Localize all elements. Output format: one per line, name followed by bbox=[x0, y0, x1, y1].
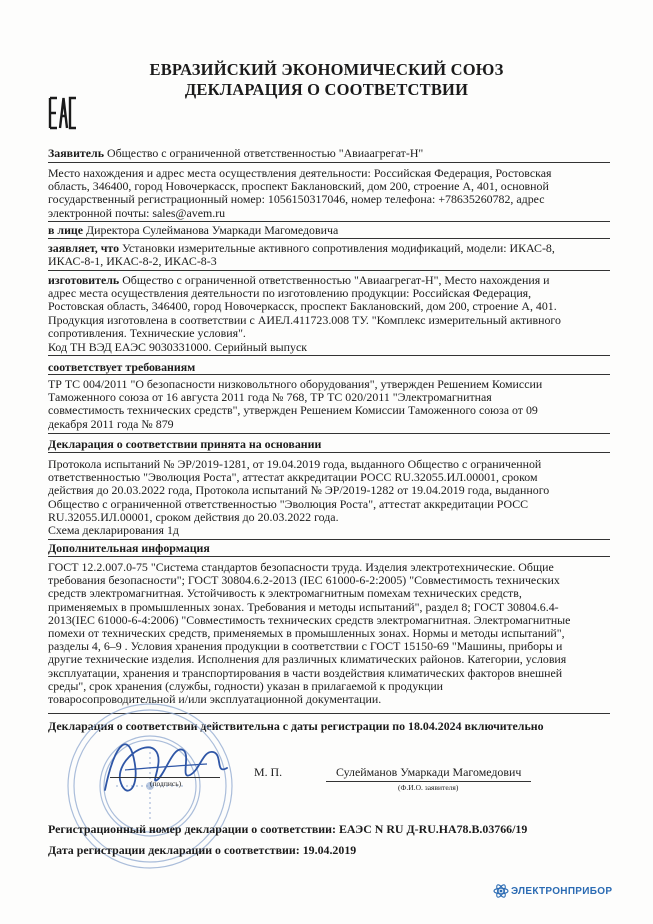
address-line: область, 346400, город Новочеркасск, проспект Баклановский, дом 200, строение А, 401, основной bbox=[48, 179, 549, 194]
additional-label-text: Дополнительная информация bbox=[48, 541, 210, 555]
basis-block bbox=[48, 458, 610, 537]
requirements-line: ТР ТС 004/2011 "О безопасности низковольтного оборудования", утвержден Решением Комиссии bbox=[48, 377, 543, 391]
registration-number-label: Регистрационный номер декларации о соответствии: bbox=[48, 822, 336, 836]
requirements-block bbox=[48, 378, 610, 431]
additional-line: другие технические изделия. Исполнения для различных климатических районов. Категории, условия bbox=[48, 652, 567, 667]
divider bbox=[48, 556, 610, 557]
eac-mark-icon bbox=[48, 96, 78, 130]
basis-label-text: Декларация о соответствии принята на основании bbox=[48, 437, 322, 451]
basis-line: Общество с ограниченной ответственностью "Эволюция Роста", аттестат аккредитации РОСС bbox=[48, 496, 529, 511]
additional-line: требования безопасности"; ГОСТ 30804.6.2-2013 (IEC 61000-6-2:2005) "Совместимость технических bbox=[48, 573, 560, 588]
requirements-label bbox=[48, 361, 610, 374]
basis-line: Протокола испытаний № ЭР/2019-1281, от 19.04.2019 года, выданного Общество с ограниченной bbox=[48, 457, 542, 471]
divider bbox=[48, 221, 610, 222]
signatory-name bbox=[336, 766, 606, 779]
manufacturer-line: адрес места осуществления деятельности по изготовлению продукции: Российская Федерация, bbox=[48, 286, 532, 301]
divider bbox=[48, 238, 610, 239]
person-value: Директора Сулейманова Умаркади Магомедовича bbox=[86, 223, 339, 237]
manufacturer-line: сопротивления. Технические условия". bbox=[48, 325, 246, 340]
basis-label bbox=[48, 438, 610, 451]
manufacturer-line: Ростовская область, 346400, город Новочеркасск, проспект Баклановский, дом 200, строение А, 401. bbox=[48, 299, 557, 314]
brand-logo-text: ЭЛЕКТРОНПРИБОР bbox=[511, 886, 613, 897]
applicant-address bbox=[48, 167, 610, 220]
basis-line: RU.32055.ИЛ.00001, сроком действия до 20.03.2022 года. bbox=[48, 509, 339, 524]
registration-number: ЕАЭС N RU Д-RU.НА78.В.03766/19 bbox=[338, 822, 528, 836]
divider bbox=[48, 162, 610, 163]
registration-number-row bbox=[48, 822, 527, 837]
signature-icon bbox=[95, 720, 235, 810]
registration-date-row bbox=[48, 843, 356, 858]
document-title: ДЕКЛАРАЦИЯ О СООТВЕТСТВИИ bbox=[184, 80, 469, 99]
person-label: в лице bbox=[48, 223, 84, 237]
basis-line: действия до 20.03.2022 года, Протокола испытаний № ЭР/2019-1282 от 19.04.2019 года, выданного bbox=[48, 483, 550, 498]
additional-line: 2013(IEC 61000-6-4:2006) "Совместимость технических средств электромагнитная. Электромагнитные bbox=[48, 612, 571, 627]
requirements-line: декабря 2011 года № 879 bbox=[48, 416, 174, 431]
additional-line: разделы 4, 6–9 . Условия хранения продукции в соответствии с ГОСТ 15150-69 "Машины, приборы и bbox=[48, 639, 563, 654]
registration-date-label: Дата регистрации декларации о соответствии: bbox=[48, 843, 300, 857]
additional-line: применяемых в промышленных зонах. Требования и методы испытаний", раздел 8; ГОСТ 30804.6.4- bbox=[48, 599, 559, 614]
registration-date: 19.04.2019 bbox=[302, 843, 357, 857]
divider bbox=[48, 355, 610, 356]
declares-block bbox=[48, 242, 610, 268]
requirements-label-text: соответствует требованиям bbox=[48, 360, 196, 374]
manufacturer-line: Продукция изготовлена в соответствии с АИЕЛ.411723.008 ТУ. "Комплекс измерительный активного bbox=[48, 312, 561, 327]
additional-line: средств электромагнитная. Устойчивость к электромагнитным помехам технических средств, bbox=[48, 586, 522, 601]
divider bbox=[48, 539, 610, 540]
address-line: электронной почты: sales@avem.ru bbox=[48, 205, 226, 220]
manufacturer-line: Общество с ограниченной ответственностью "Авиаагрегат-Н", Место нахождения и bbox=[122, 273, 550, 287]
divider bbox=[48, 270, 610, 271]
signatory-text: Сулейманов Умаркади Магомедович bbox=[336, 765, 522, 779]
product-code: Код ТН ВЭД ЕАЭС 9030331000. Серийный выпуск bbox=[48, 340, 308, 355]
basis-line: ответственностью "Эволюция Роста", аттестат аккредитации РОСС RU.32055.ИЛ.00001, сроком bbox=[48, 470, 538, 485]
atom-icon bbox=[493, 883, 509, 899]
applicant-value: Общество с ограниченной ответственностью "Авиаагрегат-Н" bbox=[107, 146, 424, 160]
divider bbox=[48, 433, 610, 434]
additional-line: среды", срок хранения (службы, годности) указан в прилагаемой к продукции bbox=[48, 678, 444, 693]
declaration-scheme: Схема декларирования 1д bbox=[48, 523, 179, 538]
signature-caption: (подпись) bbox=[150, 779, 182, 788]
declares-line: Установки измерительные активного сопротивления модификаций, модели: ИКАС-8, bbox=[122, 241, 555, 255]
declares-line: ИКАС-8-1, ИКАС-8-2, ИКАС-8-3 bbox=[48, 254, 217, 269]
manufacturer-block bbox=[48, 274, 610, 354]
signature-line bbox=[110, 777, 220, 778]
additional-line: помехи от технических средств, применяемых в промышленных зонах. Нормы и методы испытаний", bbox=[48, 626, 565, 641]
additional-line: ГОСТ 12.2.007.0-75 "Система стандартов безопасности труда. Изделия электротехнические. Общие bbox=[48, 560, 554, 574]
validity-text: Декларация о соответствии действительна с даты регистрации по 18.04.2024 включительно bbox=[48, 719, 544, 733]
mp-label bbox=[254, 766, 314, 779]
union-title: ЕВРАЗИЙСКИЙ ЭКОНОМИЧЕСКИЙ СОЮЗ bbox=[149, 60, 504, 79]
manufacturer-label: изготовитель bbox=[48, 273, 120, 287]
name-line bbox=[326, 781, 531, 782]
additional-block bbox=[48, 561, 610, 706]
address-line: Место нахождения и адрес места осуществления деятельности: Российская Федерация, Ростовская bbox=[48, 166, 552, 180]
applicant-label: Заявитель bbox=[48, 146, 105, 160]
divider bbox=[48, 452, 610, 453]
additional-line: эксплуатации, хранения и транспортирования в части воздействия климатических факторов внешней bbox=[48, 665, 563, 680]
additional-line: товаросопроводительной и/или эксплуатационной документации. bbox=[48, 692, 382, 707]
requirements-line: совместимость технических средств", утвержден Решением Комиссии Таможенного союза от 09 bbox=[48, 403, 538, 418]
additional-label bbox=[48, 542, 610, 555]
person-row bbox=[48, 224, 610, 237]
declares-label: заявляет, что bbox=[48, 241, 120, 255]
applicant-row bbox=[48, 147, 610, 160]
divider bbox=[48, 374, 610, 375]
name-caption: (Ф.И.О. заявителя) bbox=[398, 783, 459, 792]
mp-text: М. П. bbox=[254, 765, 283, 779]
address-line: государственный регистрационный номер: 1056150317046, номер телефона: +78635260782, адрес bbox=[48, 192, 545, 207]
requirements-line: Таможенного союза от 16 августа 2011 года № 768, ТР ТС 020/2011 "Электромагнитная bbox=[48, 390, 492, 405]
